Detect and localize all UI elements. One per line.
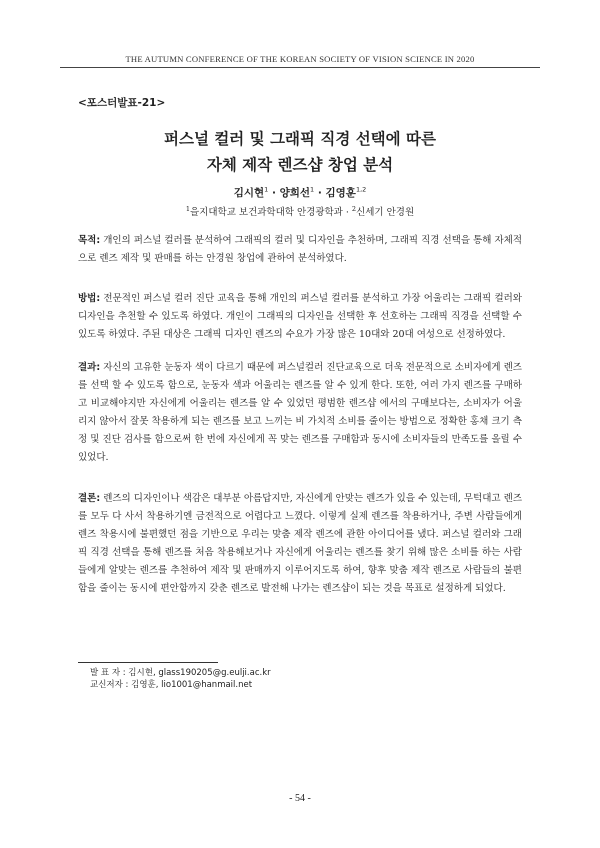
paper-title <box>60 126 540 178</box>
section-purpose <box>78 232 522 268</box>
section-label: 결과: <box>78 362 101 373</box>
section-label: 결론: <box>78 493 101 504</box>
title-line-1: 퍼스널 컬러 및 그래픽 직경 선택에 따른 <box>164 130 436 148</box>
section-text: 렌즈의 디자인이나 색감은 대부분 아름답지만, 자신에게 안맞는 렌즈가 있을 수 있는데, 무턱대고 렌즈를 모두 다 사서 착용하기엔 금전적으로 어렵다고 느꼈다. 이렇게 실제 렌즈를 착용하거나, 주변 사람들에게 렌즈 착용시에 불편했던 점을 기반으로 우리는 맞춤 제작 렌즈에 관한 아이디어를 냈다. 퍼스널 컬러와 그래픽 직경 선택을 통해 렌즈를 처음 착용해보거나 자신에게 어울리는 렌즈를 찾기 위해 많은 소비를 하는 사람들에게 알맞는 렌즈를 추천하여 제작 및 판매까지 이루어지도록 하여, 향후 맞춤 제작 렌즈로 사람들의 불편함을 줄이는 동시에 편안함까지 갖춘 렌즈로 발전해 나가는 렌즈샵이 되는 것을 목표로 설정하게 되었다. <box>78 493 522 594</box>
header-rule <box>60 67 540 68</box>
author-affil-mark: 1 <box>310 185 315 194</box>
section-text: 개인의 퍼스널 컬러를 분석하여 그래픽의 컬러 및 디자인을 추천하며, 그래픽 직경 선택을 통해 자체적으로 렌즈 제작 및 판매를 하는 안경원 창업에 관하여 분석하였다. <box>78 235 522 264</box>
section-result <box>78 359 522 467</box>
author-affil-mark: 1 <box>264 185 269 194</box>
section-label: 목적: <box>78 235 101 246</box>
author-affil-mark: 1,2 <box>355 185 367 194</box>
section-text: 자신의 고유한 눈동자 색이 다르기 때문에 퍼스널컬러 진단교육으로 더욱 전문적으로 소비자에게 렌즈를 선택 할 수 있도록 함으로, 눈동자 색과 어울리는 렌즈를 알 수 있게 한다. 또한, 여러 가지 렌즈를 구매하고 비교해야지만 자신에게 어울리는 렌즈를 알 수 있었던 평범한 렌즈샵 에서의 구매보다는, 소비자가 어울리지 않아서 잘못 착용하게 되는 렌즈를 보고 느끼는 비 가치적 소비를 줄이는 방법으로 정확한 홍채 크기 측정 및 진단 검사를 함으로써 한 번에 자신에게 꼭 맞는 렌즈를 구매함과 동시에 소비자들의 만족도를 올릴 수 있었다. <box>78 362 522 463</box>
section-conclusion <box>78 490 522 598</box>
title-line-2: 자체 제작 렌즈샵 창업 분석 <box>206 156 394 174</box>
author-separator: · <box>314 187 326 199</box>
author-list <box>60 185 540 200</box>
section-label: 방법: <box>78 293 101 304</box>
affil-mark: 1 <box>185 204 190 213</box>
affil-mark: 2 <box>351 204 357 213</box>
affiliation: 을지대학교 보건과학대학 안경광학과 <box>189 207 343 218</box>
author-name: 김영훈 <box>325 187 356 199</box>
footnote-corresponding-author: 교신저자 : 김영훈, lio1001@hanmail.net <box>90 680 253 690</box>
affiliation-list <box>60 204 540 218</box>
page-number: - 54 - <box>289 793 311 804</box>
author-name: 양희선 <box>279 187 311 199</box>
section-method <box>78 290 522 344</box>
author-separator: · <box>268 187 280 199</box>
footnote-rule <box>78 662 218 663</box>
running-header: THE AUTUMN CONFERENCE OF THE KOREAN SOCIETY OF VISION SCIENCE IN 2020 <box>125 54 475 64</box>
affiliation-separator: · <box>342 207 352 218</box>
affiliation: 신세기 안경원 <box>356 207 415 218</box>
footnote-presenter: 발 표 자 : 김시현, glass190205@g.eulji.ac.kr <box>90 668 271 678</box>
author-name: 김시현 <box>233 187 265 199</box>
session-label: <포스터발표-21> <box>78 97 166 109</box>
section-text: 전문적인 퍼스널 컬러 진단 교육을 통해 개인의 퍼스널 컬러를 분석하고 가장 어울리는 그래픽 컬러와 디자인을 추천할 수 있도록 하였다. 개인이 그래픽의 디자인을 선택한 후 선호하는 그래픽 직경을 선택할 수 있도록 하였다. 주된 대상은 그래픽 디자인 렌즈의 수요가 가장 많은 10대와 20대 여성으로 선정하였다. <box>78 293 522 340</box>
